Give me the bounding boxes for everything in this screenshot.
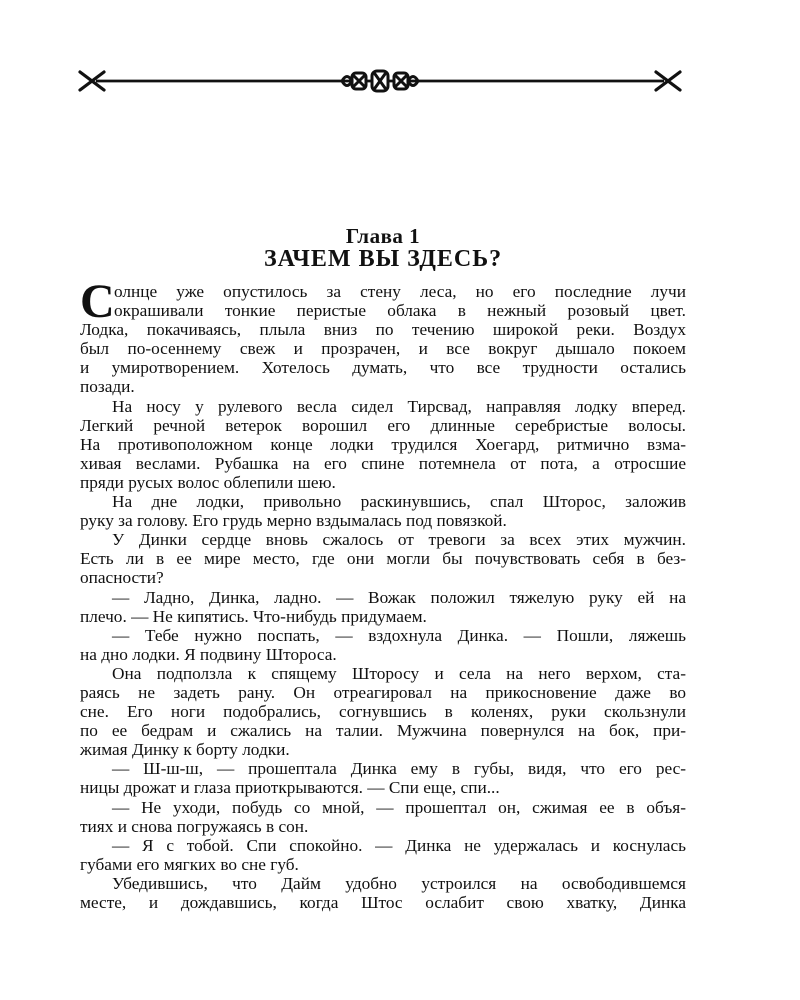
body-text (80, 275, 686, 912)
text-line: раясь не задеть рану. Он отреагировал на прикосновение даже во (80, 682, 686, 702)
text-line: позади. (80, 377, 135, 397)
text-line: сне. Его ноги подобрались, согнувшись в коленях, руки скользнули (80, 702, 686, 722)
text-line: окрашивали тонкие перистые облака в нежный розовый цвет. (114, 301, 686, 321)
text-line: на дно лодки. Я подвину Штороса. (80, 644, 337, 664)
text-line: У Динки сердце вновь сжалось от тревоги за всех этих мужчин. (112, 530, 686, 550)
text-line: жимая Динку к борту лодки. (80, 740, 290, 760)
text-line: На носу у рулевого весла сидел Тирсвад, направляя лодку вперед. (112, 396, 686, 416)
text-line: На противоположном конце лодки трудился Хоегард, ритмично взма- (80, 434, 686, 454)
text-line: и умиротворением. Хотелось думать, что все трудности остались (80, 358, 686, 378)
text-line: Она подползла к спящему Шторосу и села на него верхом, ста- (112, 663, 686, 683)
text-line: — Ш-ш-ш, — прошептала Динка ему в губы, видя, что его рес- (112, 759, 686, 779)
center-knot-ornament (342, 71, 418, 91)
text-line: опасности? (80, 568, 164, 588)
text-line: месте, и дождавшись, когда Штос ослабит свою хватку, Динка (80, 893, 686, 912)
ornament-divider (74, 64, 686, 98)
text-line: — Я с тобой. Спи спокойно. — Динка не удержалась и коснулась (112, 835, 686, 855)
text-line: Легкий речной ветерок ворошил его длинные серебристые волосы. (80, 415, 686, 435)
drop-cap: С (80, 275, 115, 328)
text-line: был по-осеннему свеж и прозрачен, и все вокруг дышало покоем (80, 339, 686, 359)
text-line: — Не уходи, побудь со мной, — прошептал он, сжимая ее в объя- (112, 797, 686, 817)
text-line: по ее бедрам и сжались на талии. Мужчина повернулся на бок, при- (80, 721, 686, 741)
text-line: Лодка, покачиваясь, плыла вниз по течению широкой реки. Воздух (80, 320, 686, 340)
text-line: плечо. — Не кипятись. Что-нибудь придумаем. (80, 606, 427, 626)
chapter-number: Глава 1 (345, 224, 421, 248)
text-line: губами его мягких во сне губ. (80, 854, 299, 874)
chapter-title: ЗАЧЕМ ВЫ ЗДЕСЬ? (263, 246, 503, 272)
text-line: — Тебе нужно поспать, — вздохнула Динка. — Пошли, ляжешь (112, 625, 686, 645)
text-line: Убедившись, что Дайм удобно устроился на освободившемся (112, 873, 686, 893)
text-line: ницы дрожат и глаза приоткрываются. — Спи еще, спи... (80, 778, 500, 798)
text-line: Есть ли в ее мире место, где они могли бы почувствовать себя в без- (80, 549, 686, 569)
text-line: хивая веслами. Рубашка на его спине потемнела от пота, а отросшие (80, 453, 686, 473)
text-line: На дне лодки, привольно раскинувшись, спал Шторос, заложив (112, 492, 686, 512)
text-line: тиях и снова погружаясь в сон. (80, 816, 309, 836)
text-line: пряди русых волос облепили шею. (80, 472, 336, 492)
text-line: олнце уже опустилось за стену леса, но его последние лучи (114, 282, 686, 301)
text-line: руку за голову. Его грудь мерно вздымалась под повязкой. (80, 511, 507, 531)
text-line: — Ладно, Динка, ладно. — Вожак положил тяжелую руку ей на (112, 587, 686, 607)
